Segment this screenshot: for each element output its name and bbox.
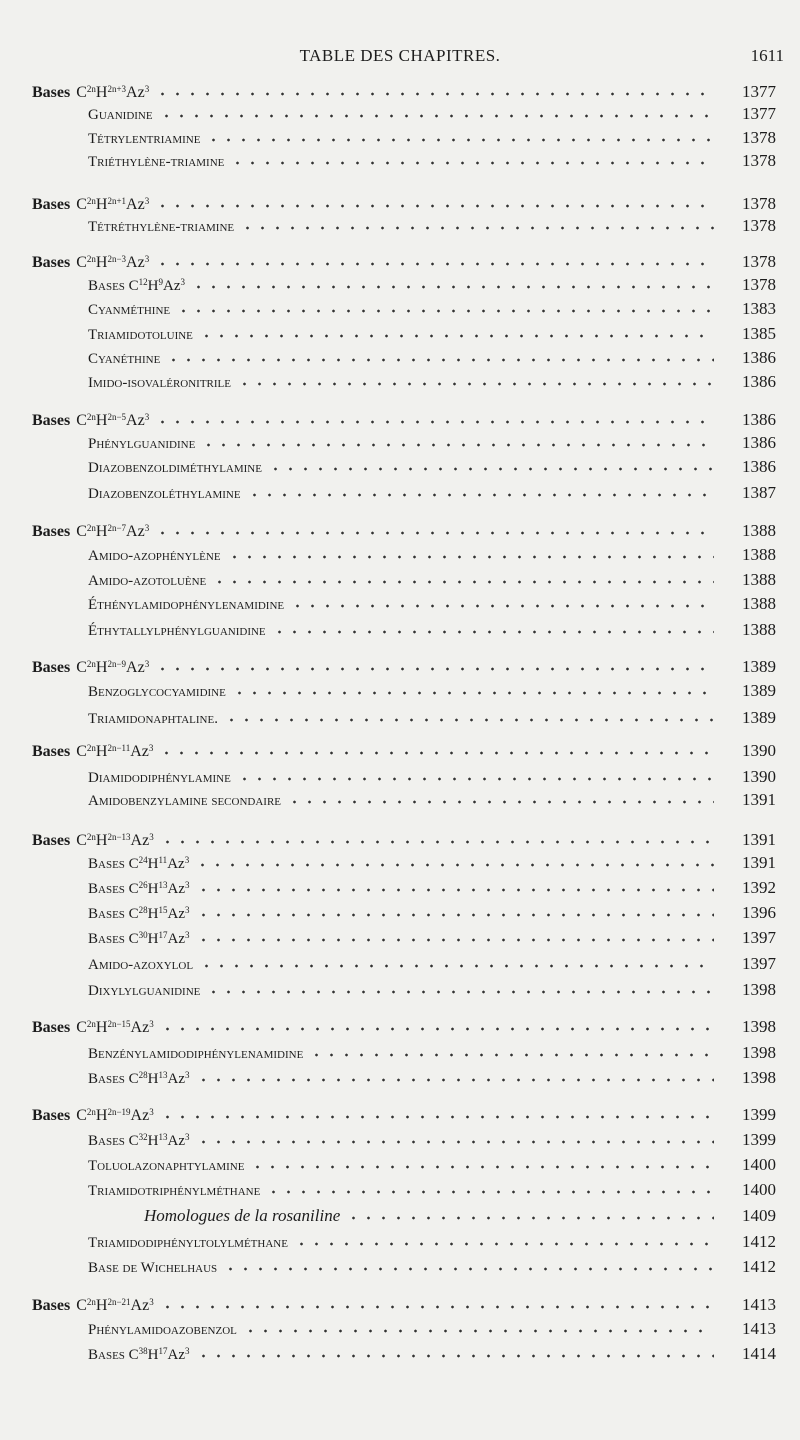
toc-page-number: 1397 [742,954,776,973]
toc-entry-text: Bases [88,856,125,872]
dot-leader [155,249,714,267]
toc-entry-text: Amido-azophénylène [88,548,221,564]
toc-entry [0,764,800,788]
chemical-formula: $C^{2n}H^{2n-9}Az^3$ [76,659,150,676]
dot-leader [196,1341,714,1359]
toc-page-number: 1378 [742,252,776,271]
toc-page-number: 1400 [742,1155,776,1174]
toc-entry-label [0,84,149,102]
toc-entry-text: Dixylylguanidine [88,983,201,999]
toc-group-keyword: Bases [32,523,71,540]
toc-entry-label [0,832,154,850]
dot-leader [195,850,714,868]
toc-entry-label [0,1346,190,1364]
toc-entry-label [0,412,149,430]
toc-page-number: 1378 [742,151,776,170]
toc-entry-text: Benzoglycocyamidine [88,684,226,700]
toc-entry [0,1040,800,1064]
toc-entry-label [0,597,284,614]
toc-group-heading [0,249,800,273]
toc-group-keyword: Bases [32,84,71,101]
toc-page-number: 1378 [742,216,776,235]
toc-entry-text: Homologues de la rosaniline [144,1206,341,1225]
chemical-formula: $C^{26}H^{13}Az^3$ [128,880,190,897]
toc-group-heading [0,827,800,851]
toc-entry-label [0,302,170,319]
toc-entry-text: Cyanméthine [88,302,171,318]
toc-page-number: 1386 [742,372,776,391]
toc-page-number: 1412 [742,1257,776,1276]
chemical-formula: $C^{2n}H^{2n-11}Az^3$ [76,743,154,760]
toc-entry [0,787,800,811]
toc-entry [0,951,800,975]
toc-group-heading [0,407,800,431]
chemical-formula: $C^{28}H^{13}Az^3$ [128,1070,190,1087]
toc-page-number: 1388 [742,545,776,564]
toc-entry-label [0,375,231,392]
toc-entry-text: Bases [88,1071,125,1087]
chemical-formula: $C^{38}H^{17}Az^3$ [128,1346,190,1363]
toc-entry-label [0,1158,244,1175]
toc-entry-text: Benzénylamidodiphénylenamidine [88,1046,304,1062]
toc-entry-label [0,154,224,171]
toc-entry-label [0,684,226,701]
dot-leader [196,925,714,943]
dot-leader [224,705,714,723]
toc-group-heading [0,1292,800,1316]
toc-entry [0,213,800,237]
toc-group-keyword: Bases [32,659,71,676]
toc-entry-text: Phénylguanidine [88,436,196,452]
toc-entry-text: Amidobenzylamine secondaire [88,793,282,809]
dot-leader [160,827,714,845]
dot-leader [243,1316,714,1334]
toc-entry [0,1341,800,1365]
toc-group-keyword: Bases [32,743,71,760]
toc-page-number: 1389 [742,657,776,676]
toc-entry-label [0,277,185,295]
toc-entry-text: Phénylamidoazobenzol [88,1322,237,1338]
dot-leader [155,79,714,97]
toc-entry-label [0,196,149,214]
toc-page-number: 1413 [742,1319,776,1338]
toc-entry [0,617,800,641]
dot-leader [160,1292,714,1310]
toc-entry [0,1254,800,1278]
toc-entry-text: Éthénylamidophénylenamidine [88,597,285,613]
toc-page-number: 1400 [742,1180,776,1199]
toc-page-number: 1399 [742,1105,776,1124]
toc-entry [0,1316,800,1340]
toc-entry [0,125,800,149]
toc-entry [0,1229,800,1253]
toc-page-number: 1391 [742,853,776,872]
toc-page-number: 1377 [742,82,776,101]
toc-page-number: 1392 [742,878,776,897]
toc-group-heading [0,79,800,103]
toc-entry-text: Bases [88,1347,125,1363]
toc-page-number: 1397 [742,928,776,947]
toc-group-heading [0,1102,800,1126]
dot-leader [223,1254,714,1272]
toc-entry-text: Triamidotriphénylméthane [88,1183,261,1199]
toc-page-number: 1414 [742,1344,776,1363]
toc-entry [0,1203,800,1227]
dot-leader [237,369,714,387]
toc-entry [0,345,800,369]
dot-leader [250,1152,714,1170]
toc-entry [0,850,800,874]
toc-page-number: 1388 [742,594,776,613]
toc-entry-label [0,327,193,344]
dot-leader [290,591,714,609]
chemical-formula: $C^{2n}H^{2n+1}Az^3$ [76,196,150,213]
toc-group-keyword: Bases [32,254,71,271]
toc-page-number: 1388 [742,521,776,540]
toc-page-number: 1412 [742,1232,776,1251]
toc-entry [0,148,800,172]
toc-page-number: 1378 [742,275,776,294]
toc-entry-label [0,254,149,272]
toc-page-number: 1378 [742,194,776,213]
toc-page-number: 1377 [742,104,776,123]
toc-page-number: 1383 [742,299,776,318]
dot-leader [212,567,714,585]
dot-leader [166,345,714,363]
chemical-formula: $C^{2n}H^{2n-19}Az^3$ [76,1107,154,1124]
dot-leader [199,951,714,969]
toc-entry-label [0,983,200,1000]
toc-group-heading [0,191,800,215]
toc-page-number: 1399 [742,1130,776,1149]
chemical-formula: $C^{32}H^{13}Az^3$ [128,1132,190,1149]
toc-page-number: 1388 [742,620,776,639]
chemical-formula: $C^{30}H^{17}Az^3$ [128,930,190,947]
dot-leader [232,678,714,696]
toc-page-number: 1413 [742,1295,776,1314]
toc-page-number: 1378 [742,128,776,147]
dot-leader [196,1127,714,1145]
toc-entry-label [0,711,218,728]
toc-entry-text: Bases [88,906,125,922]
dot-leader [287,787,714,805]
toc-entry-label [0,548,221,565]
toc-entry-label [0,219,234,236]
toc-page-number: 1388 [742,570,776,589]
dot-leader [230,148,714,166]
toc-entry-label [0,1183,260,1200]
toc-entry-text: Bases [88,931,125,947]
page-number: 1611 [750,46,784,65]
toc-entry [0,369,800,393]
toc-entry-label [0,573,206,590]
dot-leader [309,1040,714,1058]
toc-page-number: 1389 [742,708,776,727]
dot-leader [196,875,714,893]
toc-group-keyword: Bases [32,196,71,213]
dot-leader [240,213,714,231]
dot-leader [160,1014,714,1032]
toc-entry-text: Diamidodiphénylamine [88,770,231,786]
toc-group-keyword: Bases [32,832,71,849]
toc-entry-text: Tétrylentriamine [88,131,201,147]
dot-leader [206,125,714,143]
toc-entry-label [0,460,262,477]
toc-page-number: 1390 [742,741,776,760]
toc-entry [0,542,800,566]
toc-entry-label [0,1132,190,1150]
toc-page-number: 1398 [742,1043,776,1062]
toc-entry-label [0,905,190,923]
dot-leader [346,1203,714,1221]
toc-entry-text: Triéthylène-triamine [88,154,225,170]
toc-group-keyword: Bases [32,1019,71,1036]
dot-leader [227,542,714,560]
dot-leader [155,518,714,536]
toc-entry-text: Base de Wichelhaus [88,1260,218,1276]
dot-leader [155,191,714,209]
chemical-formula: $C^{24}H^{11}Az^3$ [128,855,190,872]
toc-entry [0,1152,800,1176]
toc-entry-text: Toluolazonaphtylamine [88,1158,245,1174]
toc-entry-label [0,1107,154,1125]
toc-entry-text: Triamidotoluine [88,327,193,343]
toc-entry-label [0,930,190,948]
toc-entry [0,1177,800,1201]
toc-entry-label [0,523,149,541]
toc-entry [0,321,800,345]
chemical-formula: $C^{2n}H^{2n-7}Az^3$ [76,523,150,540]
dot-leader [196,900,714,918]
toc-entry [0,454,800,478]
toc-entry-label [0,855,189,873]
toc-entry [0,875,800,899]
toc-entry-text: Amido-azoxylol [88,957,194,973]
toc-group-heading [0,518,800,542]
toc-entry-text: Bases [88,1133,125,1149]
toc-entry-label [0,107,153,124]
toc-entry-label [0,486,241,503]
toc-entry [0,1127,800,1151]
toc-entry-text: Cyanéthine [88,351,161,367]
toc-entry-label [0,1070,190,1088]
toc-entry-text: Amido-azotoluène [88,573,207,589]
toc-entry-label [0,1235,288,1252]
toc-entry-text: Diazobenzoldiméthylamine [88,460,262,476]
toc-page-number: 1398 [742,1068,776,1087]
toc-entry-label [0,770,231,787]
toc-entry-label [0,659,149,677]
toc-entry [0,925,800,949]
chemical-formula: $C^{12}H^9Az^3$ [128,277,186,294]
toc-entry-text: Triamidonaphtaline. [88,711,218,727]
dot-leader [206,977,714,995]
toc-entry-label [0,880,190,898]
toc-group-heading [0,1014,800,1038]
toc-entry [0,567,800,591]
toc-entry-label [0,1019,154,1037]
toc-page-number: 1391 [742,790,776,809]
toc-page-number: 1391 [742,830,776,849]
toc-page-number: 1386 [742,410,776,429]
dot-leader [159,101,714,119]
toc-entry [0,272,800,296]
toc-entry-text: Éthytallylphénylguanidine [88,623,266,639]
toc-group-keyword: Bases [32,1297,71,1314]
chemical-formula: $C^{2n}H^{2n+3}Az^3$ [76,84,150,101]
toc-entry [0,1065,800,1089]
dot-leader [176,296,714,314]
page-header-title: TABLE DES CHAPITRES. [299,46,501,65]
toc-entry-label [0,623,266,640]
toc-entry-text: Tétréthylène-triamine [88,219,235,235]
chemical-formula: $C^{2n}H^{2n-15}Az^3$ [76,1019,154,1036]
toc-entry-label [0,1297,154,1315]
toc-entry [0,296,800,320]
toc-group-keyword: Bases [32,412,71,429]
toc-page-number: 1386 [742,433,776,452]
toc-entry [0,480,800,504]
dot-leader [266,1177,714,1195]
toc-entry-label [0,1322,237,1339]
toc-entry [0,101,800,125]
toc-entry [0,678,800,702]
toc-entry-text: Bases [88,278,125,294]
dot-leader [199,321,714,339]
dot-leader [237,764,714,782]
toc-entry-text: Bases [88,881,125,897]
toc-entry-text: Guanidine [88,107,153,123]
toc-entry-label [0,1206,340,1226]
chemical-formula: $C^{2n}H^{2n-21}Az^3$ [76,1297,154,1314]
dot-leader [159,738,714,756]
toc-entry-text: Imido-isovaléronitrile [88,375,231,391]
toc-group-keyword: Bases [32,1107,71,1124]
dot-leader [247,480,714,498]
toc-entry-label [0,1260,217,1277]
chemical-formula: $C^{2n}H^{2n-5}Az^3$ [76,412,150,429]
toc-page-number: 1386 [742,348,776,367]
chemical-formula: $C^{28}H^{15}Az^3$ [128,905,190,922]
toc-group-heading [0,654,800,678]
dot-leader [272,617,714,635]
dot-leader [160,1102,714,1120]
toc-page-number: 1396 [742,903,776,922]
toc-entry-text: Triamidodiphényltolylméthane [88,1235,288,1251]
toc-entry-text: Diazobenzoléthylamine [88,486,241,502]
toc-entry [0,705,800,729]
toc-entry-label [0,743,153,761]
toc-page-number: 1385 [742,324,776,343]
toc-page-number: 1398 [742,1017,776,1036]
chemical-formula: $C^{2n}H^{2n-13}Az^3$ [76,832,154,849]
dot-leader [201,430,714,448]
toc-page-number: 1409 [742,1206,776,1225]
dot-leader [294,1229,714,1247]
toc-entry-label [0,351,160,368]
chemical-formula: $C^{2n}H^{2n-3}Az^3$ [76,254,150,271]
toc-page-number: 1398 [742,980,776,999]
toc-entry-label [0,436,195,453]
toc-entry [0,977,800,1001]
toc-page-number: 1386 [742,457,776,476]
toc-page-number: 1387 [742,483,776,502]
toc-page-number: 1390 [742,767,776,786]
dot-leader [196,1065,714,1083]
dot-leader [191,272,714,290]
toc-group-heading [0,738,800,762]
dot-leader [155,654,714,672]
dot-leader [155,407,714,425]
toc-entry [0,591,800,615]
dot-leader [268,454,714,472]
toc-entry [0,430,800,454]
toc-entry-label [0,131,200,148]
toc-page-number: 1389 [742,681,776,700]
toc-entry-label [0,1046,303,1063]
toc-entry-label [0,957,193,974]
toc-entry-label [0,793,281,810]
toc-entry [0,900,800,924]
